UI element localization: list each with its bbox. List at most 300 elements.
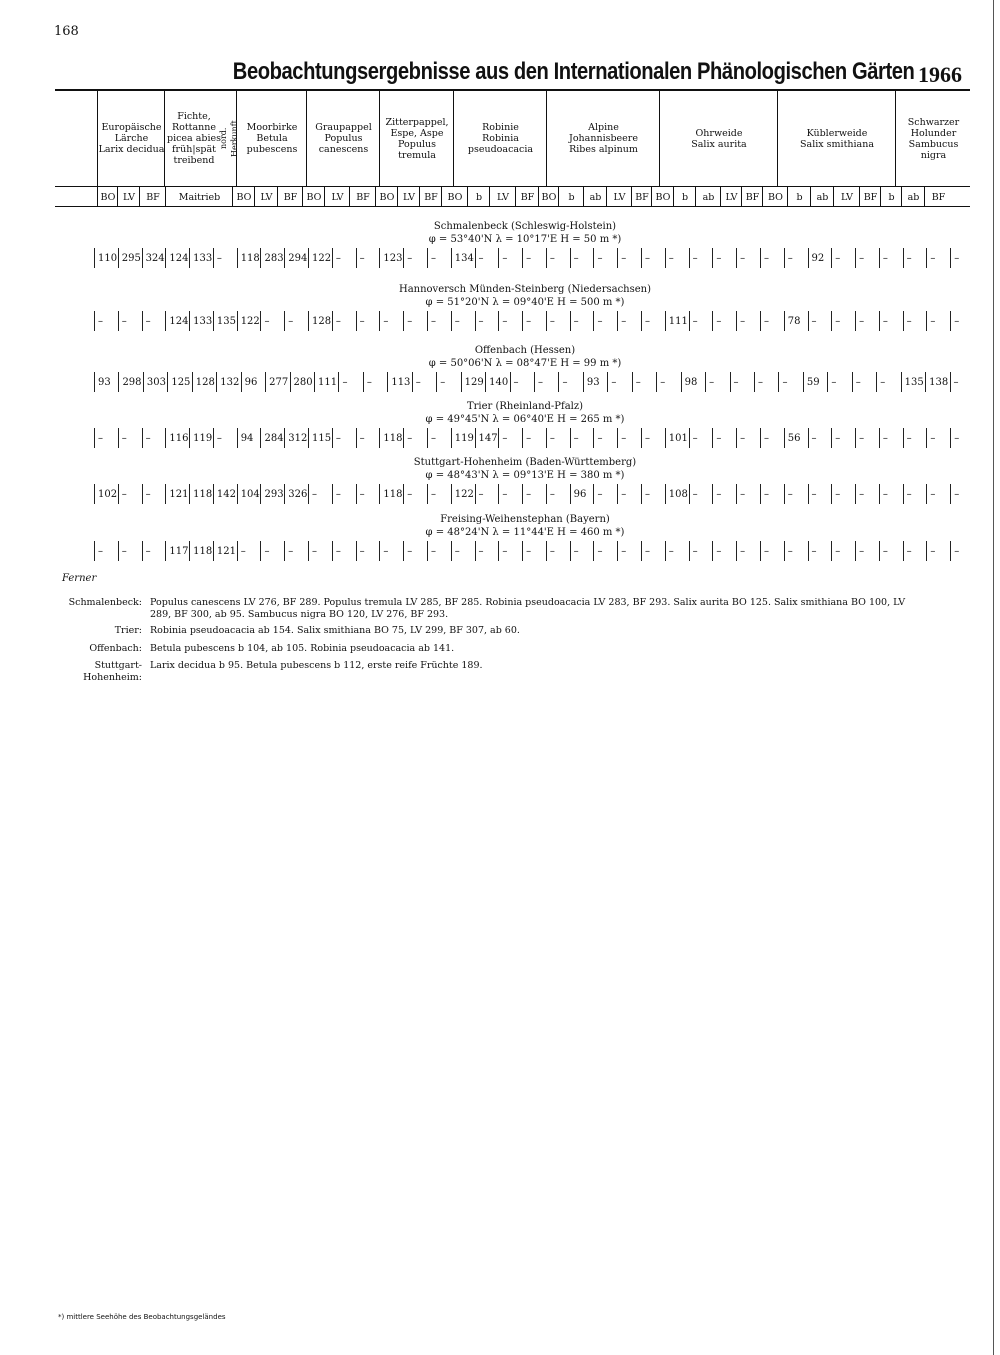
page-number: 168 [54,24,79,39]
table-cell: – [118,541,142,561]
table-cell: – [558,372,582,392]
table-cell: 78 [784,311,808,331]
table-cell: 324 [142,248,166,268]
table-cell: – [118,311,142,331]
table-cell: – [876,372,900,392]
table-cell: 117 [165,541,189,561]
table-cell: – [356,541,380,561]
table-cell: – [712,484,736,504]
table-cell: – [94,541,118,561]
table-cell: – [736,541,760,561]
table-cell: – [213,248,237,268]
subheader-cell: b [787,187,811,207]
station-coords: φ = 53°40'N λ = 10°17'E H = 50 m *) [428,234,622,245]
table-cell: 98 [681,372,705,392]
table-cell: 135 [213,311,237,331]
table-cell: – [118,484,142,504]
station-name: Offenbach (Hessen) [474,345,576,356]
table-cell: – [475,541,499,561]
footnote: *) mittlere Seehöhe des Beobachtungsgeländes [58,1313,226,1321]
table-cell: – [831,484,855,504]
table-cell: – [118,428,142,448]
table-cell: 119 [451,428,475,448]
subheader-cell: b [558,187,584,207]
subheader-cell: LV [606,187,632,207]
table-cell: – [308,484,332,504]
table-cell: – [570,311,594,331]
table-cell: – [498,311,522,331]
table-cell: – [712,311,736,331]
subheader-cell: BF [859,187,881,207]
column-herkunft: nord. Herkunft [222,91,237,186]
table-cell: – [593,311,617,331]
table-cell: 118 [189,541,213,561]
table-cell: – [665,541,689,561]
table-cell: – [712,428,736,448]
table-cell: – [475,484,499,504]
table-cell: – [760,428,784,448]
table-cell: – [617,311,641,331]
table-cell: – [827,372,851,392]
table-cell: – [754,372,778,392]
table-cell: – [607,372,631,392]
table-cell: 123 [379,248,403,268]
note-location: Stuttgart- Hohenheim: [83,660,142,683]
table-cell: – [903,248,927,268]
station-heading [200,456,850,482]
table-cell: – [403,541,427,561]
station-name: Freising-Weihenstephan (Bayern) [440,514,610,525]
table-cell: – [332,541,356,561]
table-cell: 116 [165,428,189,448]
column-ribes: Alpine Johannisbeere Ribes alpinum [546,91,660,186]
table-cell: – [808,541,832,561]
note-location: Trier: [114,625,142,636]
table-cell: – [784,248,808,268]
subheader-cell: LV [489,187,516,207]
table-cell: – [363,372,387,392]
table-cell: 128 [192,372,216,392]
subheader-cell: ab [695,187,721,207]
subheader-cell: BO [441,187,468,207]
table-cell: 121 [213,541,237,561]
column-populus-tremula: Zitterpappel, Espe, Aspe Populus tremula [379,91,454,186]
subheader-cell: BF [139,187,166,207]
table-cell: – [546,248,570,268]
table-cell: – [736,428,760,448]
table-cell: 118 [237,248,261,268]
table-cell: 110 [94,248,118,268]
table-row [94,311,974,331]
table-cell: 277 [265,372,289,392]
subheader-cell: LV [117,187,140,207]
table-cell: – [808,311,832,331]
table-cell: – [522,311,546,331]
column-populus-canescens: Graupappel Populus canescens [306,91,380,186]
subheader-cell: BF [515,187,539,207]
column-salix-smithiana: Küblerweide Salix smithiana [777,91,896,186]
table-cell: 104 [237,484,261,504]
subheader-row [55,186,970,207]
subheader-cell: LV [324,187,350,207]
table-cell: – [617,428,641,448]
table-cell: – [778,372,802,392]
table-cell: – [379,311,403,331]
table-cell: – [926,311,950,331]
table-cell: – [903,428,927,448]
table-cell: 124 [165,248,189,268]
subheader-cell: ab [810,187,834,207]
table-cell: 128 [308,311,332,331]
table-row [94,428,974,448]
table-cell: – [338,372,362,392]
table-cell: – [784,541,808,561]
subheader-cell: BF [924,187,952,207]
station-name: Trier (Rheinland-Pfalz) [466,401,584,412]
table-cell: – [879,248,903,268]
column-robinia: Robinie Robinia pseudoacacia [453,91,547,186]
table-cell: 293 [260,484,284,504]
note-text: Larix decidua b 95. Betula pubescens b 112, erste reife Früchte 189. [150,660,483,671]
table-cell: – [332,311,356,331]
subheader-cell: ab [583,187,607,207]
table-cell: 138 [925,372,949,392]
table-cell: – [332,428,356,448]
note-text: Robinia pseudoacacia ab 154. Salix smithiana BO 75, LV 299, BF 307, ab 60. [150,625,520,636]
station-coords: φ = 48°24'N λ = 11°44'E H = 460 m *) [425,527,625,538]
table-cell: – [712,248,736,268]
table-cell: – [593,484,617,504]
subheader-cell: ab [901,187,925,207]
table-cell: 92 [808,248,832,268]
table-cell: – [831,311,855,331]
table-cell: – [641,248,665,268]
table-cell: – [950,541,974,561]
table-cell: 59 [803,372,827,392]
table-cell: – [879,428,903,448]
station-coords: φ = 48°43'N λ = 09°13'E H = 380 m *) [425,470,625,481]
station-name: Hannoversch Münden-Steinberg (Niedersachsen) [398,284,652,295]
table-cell: – [142,311,166,331]
subheader-cell: LV [720,187,742,207]
table-cell: – [356,248,380,268]
table-cell: 56 [784,428,808,448]
table-header [55,89,970,207]
table-cell: – [760,311,784,331]
table-cell: – [522,541,546,561]
subheader-cell: BF [419,187,442,207]
table-cell: 94 [237,428,261,448]
table-cell: – [855,541,879,561]
subheader-cell: b [880,187,902,207]
table-cell: 111 [314,372,338,392]
table-cell: – [94,311,118,331]
table-cell: – [546,428,570,448]
table-cell: – [730,372,754,392]
table-cell: 280 [290,372,314,392]
table-row [94,372,974,392]
table-cell: – [403,484,427,504]
table-cell: – [498,428,522,448]
station-name: Stuttgart-Hohenheim (Baden-Württemberg) [413,457,637,468]
subheader-cell: BF [741,187,763,207]
table-cell: – [855,311,879,331]
station-heading [200,344,850,370]
table-cell: – [689,311,713,331]
table-cell: 133 [189,248,213,268]
table-cell: 113 [387,372,411,392]
table-cell: – [736,311,760,331]
column-sambucus: Schwarzer Holunder Sambucus nigra [895,91,971,186]
subheader-cell: BO [232,187,255,207]
table-cell: – [926,428,950,448]
page-title: Beobachtungsergebnisse aus den Internationalen Phänologischen Gärten [232,58,915,85]
table-cell: – [475,311,499,331]
subheader-cell: BO [762,187,788,207]
subheader-cell: BF [631,187,652,207]
table-cell: – [831,428,855,448]
table-cell: 122 [308,248,332,268]
table-cell: – [903,311,927,331]
table-cell: – [641,428,665,448]
table-cell: – [427,541,451,561]
table-cell: – [760,248,784,268]
year-label: 1966 [918,62,962,87]
table-cell: 121 [165,484,189,504]
table-cell: 96 [241,372,265,392]
table-cell: – [852,372,876,392]
table-cell: 303 [143,372,167,392]
table-cell: 111 [665,311,689,331]
table-cell: 312 [284,428,308,448]
table-cell: 96 [570,484,594,504]
table-cell: – [403,248,427,268]
table-cell: – [784,484,808,504]
table-cell: 124 [165,311,189,331]
table-cell: 102 [94,484,118,504]
table-cell: – [665,248,689,268]
table-cell: 129 [461,372,485,392]
table-cell: 118 [379,428,403,448]
table-cell: 140 [485,372,509,392]
subheader-cell: BO [97,187,118,207]
table-cell: – [712,541,736,561]
subheader-cell: LV [254,187,278,207]
table-cell: – [593,428,617,448]
table-cell: – [213,428,237,448]
table-cell: 295 [118,248,142,268]
table-cell: 115 [308,428,332,448]
ferner-label: Ferner [62,573,97,584]
table-cell: – [451,541,475,561]
table-cell: – [689,541,713,561]
subheader-cell: b [467,187,490,207]
table-cell: – [879,541,903,561]
table-cell: – [617,541,641,561]
table-row [94,541,974,561]
table-cell: – [356,311,380,331]
table-cell: – [950,372,974,392]
station-coords: φ = 49°45'N λ = 06°40'E H = 265 m *) [425,414,625,425]
table-cell: – [142,484,166,504]
column-salix-aurita: Ohrweide Salix aurita [659,91,778,186]
table-cell: – [142,428,166,448]
table-cell: – [760,541,784,561]
table-cell: – [546,484,570,504]
table-cell: – [656,372,680,392]
page-edge-line [993,0,994,1355]
note-text: Betula pubescens b 104, ab 105. Robinia pseudoacacia ab 141. [150,643,455,654]
table-cell: – [498,484,522,504]
subheader-cell: b [673,187,696,207]
table-cell: – [427,311,451,331]
table-cell: 135 [901,372,925,392]
table-cell: – [379,541,403,561]
table-cell: – [903,484,927,504]
note-text: Populus canescens LV 276, BF 289. Populus tremula LV 285, BF 285. Robinia pseudoacacia LV 283, BF 293. Salix aurita BO 125. Salix smithiana BO 100, LV 289, BF 300, ab 95. Sambucus nigra BO 120, LV 276, BF 293. [150,597,906,620]
table-cell: 125 [167,372,191,392]
table-cell: – [356,428,380,448]
table-cell: – [705,372,729,392]
table-cell: – [760,484,784,504]
table-cell: – [451,311,475,331]
subheader-cell: LV [833,187,860,207]
subheader-cell: BO [302,187,325,207]
station-heading [200,283,850,309]
table-cell: 294 [284,248,308,268]
table-cell: – [879,311,903,331]
table-cell: – [510,372,534,392]
table-cell: – [689,484,713,504]
table-cell: 326 [284,484,308,504]
table-cell: – [403,428,427,448]
table-cell: – [522,484,546,504]
table-cell: – [522,248,546,268]
subheader-cell: BF [277,187,303,207]
table-row [94,248,974,268]
station-name: Schmalenbeck (Schleswig-Holstein) [433,221,617,232]
table-cell: – [926,248,950,268]
table-cell: – [903,541,927,561]
table-cell: – [436,372,460,392]
table-cell: – [689,248,713,268]
table-cell: – [427,428,451,448]
column-larix: Europäische Lärche Larix decidua [97,91,165,186]
table-cell: – [926,484,950,504]
table-cell: – [522,428,546,448]
table-cell: – [593,541,617,561]
subheader-cell: BF [349,187,376,207]
note-location: Schmalenbeck: [68,597,142,608]
table-cell: 101 [665,428,689,448]
table-cell: – [926,541,950,561]
table-cell: 119 [189,428,213,448]
table-cell: 122 [237,311,261,331]
table-cell: – [412,372,436,392]
table-row [94,484,974,504]
table-cell: 147 [475,428,499,448]
subheader-cell: BO [375,187,398,207]
table-cell: – [689,428,713,448]
table-cell: – [546,311,570,331]
table-cell: – [950,311,974,331]
station-heading [200,220,850,246]
table-cell: – [498,248,522,268]
table-cell: – [570,541,594,561]
table-cell: – [736,484,760,504]
table-cell: 284 [260,428,284,448]
station-heading [200,513,850,539]
table-cell: – [546,541,570,561]
table-cell: – [284,541,308,561]
table-cell: – [403,311,427,331]
table-cell: 122 [451,484,475,504]
table-cell: 133 [189,311,213,331]
table-cell: – [736,248,760,268]
station-coords: φ = 51°20'N λ = 09°40'E H = 500 m *) [425,297,625,308]
table-cell: 283 [260,248,284,268]
table-cell: – [427,484,451,504]
station-coords: φ = 50°06'N λ = 08°47'E H = 99 m *) [428,358,622,369]
table-cell: – [617,484,641,504]
table-cell: – [356,484,380,504]
table-cell: – [308,541,332,561]
table-cell: – [831,541,855,561]
table-cell: – [831,248,855,268]
table-cell: – [593,248,617,268]
station-heading [200,400,850,426]
table-cell: – [950,428,974,448]
table-cell: 298 [118,372,142,392]
column-picea: Fichte, Rottanne picea abies früh|spät treibend [164,91,223,186]
table-cell: – [632,372,656,392]
table-cell: – [808,428,832,448]
table-cell: 134 [451,248,475,268]
subheader-cell: LV [397,187,420,207]
table-cell: – [475,248,499,268]
table-cell: 142 [213,484,237,504]
column-betula: Moorbirke Betula pubescens [236,91,307,186]
table-cell: – [950,484,974,504]
table-cell: – [332,248,356,268]
table-cell: – [950,248,974,268]
subheader-cell: BO [538,187,559,207]
table-cell: – [855,428,879,448]
table-cell: – [260,311,284,331]
table-cell: – [284,311,308,331]
table-cell: – [332,484,356,504]
subheader-cell: Maitrieb [165,187,233,207]
table-cell: – [237,541,261,561]
table-cell: – [879,484,903,504]
table-cell: 118 [379,484,403,504]
table-cell: – [427,248,451,268]
table-cell: 93 [583,372,607,392]
table-cell: – [641,484,665,504]
table-cell: – [570,428,594,448]
table-cell: – [855,248,879,268]
table-cell: 118 [189,484,213,504]
table-cell: – [855,484,879,504]
table-cell: 93 [94,372,118,392]
table-cell: – [498,541,522,561]
table-cell: – [260,541,284,561]
table-cell: 108 [665,484,689,504]
table-cell: – [570,248,594,268]
table-cell: – [641,311,665,331]
table-cell: 132 [216,372,240,392]
table-cell: – [808,484,832,504]
